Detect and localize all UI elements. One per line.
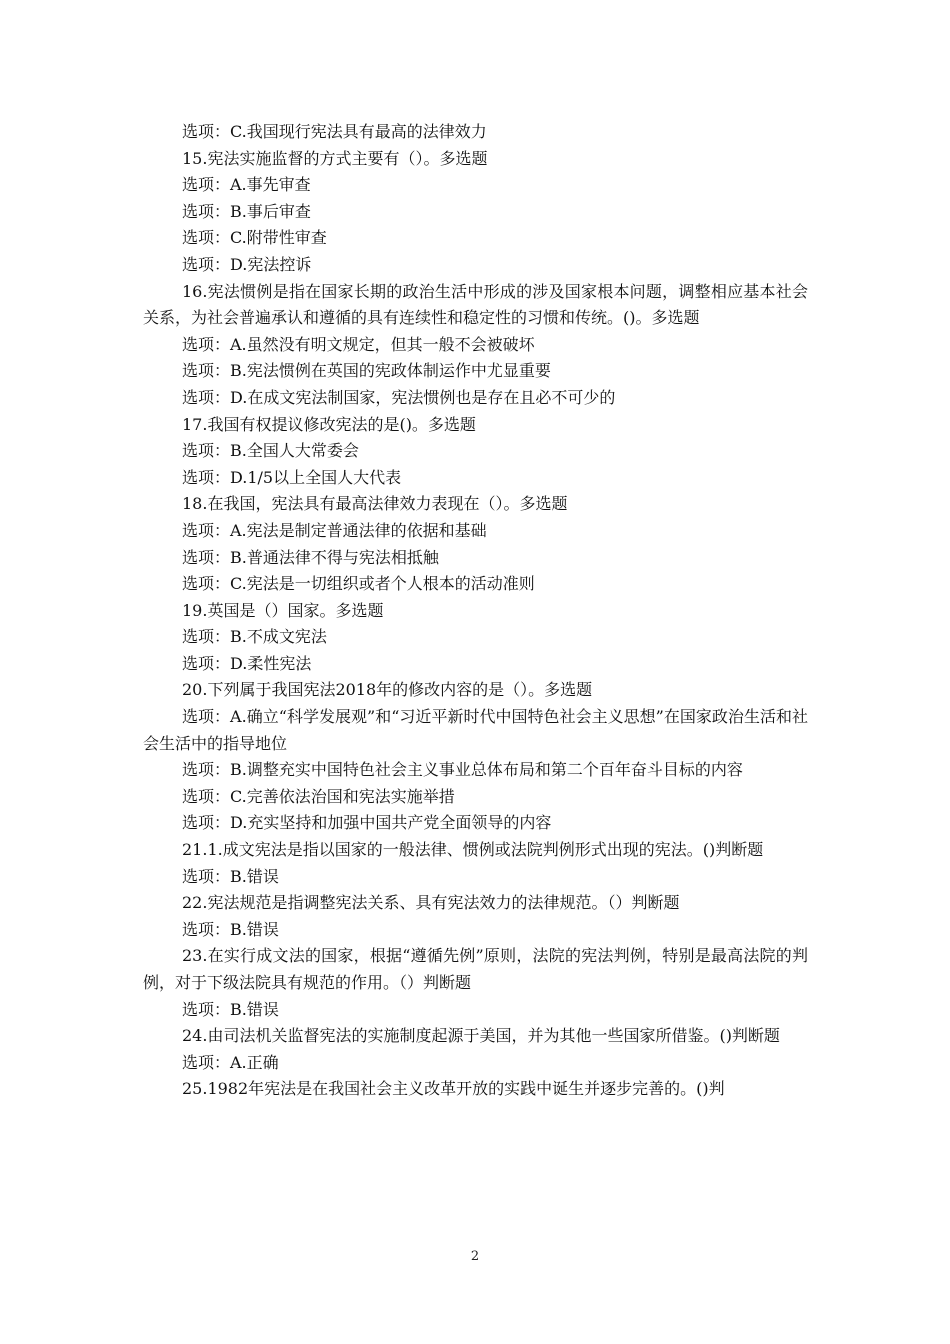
text-line: 23.在实行成文法的国家，根据“遵循先例”原则，法院的宪法判例，特别是最高法院的判例，对于下级法院具有规范的作用。（）判断题	[143, 946, 808, 992]
text-line: 选项：B.宪法惯例在英国的宪政体制运作中尤显重要	[182, 361, 551, 381]
text-line: 21.1.成文宪法是指以国家的一般法律、惯例或法院判例形式出现的宪法。()判断题	[182, 840, 764, 860]
text-line: 选项：B.调整充实中国特色社会主义事业总体布局和第二个百年奋斗目标的内容	[182, 760, 743, 780]
text-line: 选项：C.我国现行宪法具有最高的法律效力	[182, 122, 487, 141]
text-line: 选项：B.不成文宪法	[182, 627, 327, 647]
text-line: 选项：B.事后审查	[182, 201, 311, 221]
text-line: 选项：B.错误	[182, 866, 279, 886]
text-line: 选项：A.虽然没有明文规定，但其一般不会被破坏	[182, 334, 535, 354]
text-line: 选项：D.柔性宪法	[182, 653, 312, 673]
text-line: 选项：B.普通法律不得与宪法相抵触	[182, 547, 439, 567]
text-line: 选项：D.充实坚持和加强中国共产党全面领导的内容	[182, 813, 552, 833]
text-line: 19.英国是（）国家。多选题	[182, 600, 384, 620]
text-line: 15.宪法实施监督的方式主要有（）。多选题	[182, 148, 488, 168]
text-line: 选项：B.全国人大常委会	[182, 441, 359, 461]
text-line: 选项：C.宪法是一切组织或者个人根本的活动准则	[182, 574, 535, 594]
text-line: 选项：D.在成文宪法制国家，宪法惯例也是存在且必不可少的	[182, 387, 616, 407]
text-line: 24.由司法机关监督宪法的实施制度起源于美国，并为其他一些国家所借鉴。()判断题	[182, 1026, 780, 1046]
text-line: 18.在我国，宪法具有最高法律效力表现在（）。多选题	[182, 494, 568, 514]
text-line: 22.宪法规范是指调整宪法关系、具有宪法效力的法律规范。（）判断题	[182, 893, 680, 913]
text-line: 选项：B.错误	[182, 919, 279, 939]
text-line: 20.下列属于我国宪法2018年的修改内容的是（）。多选题	[182, 680, 593, 700]
text-line: 选项：D.1/5以上全国人大代表	[182, 467, 402, 487]
text-line: 选项：A.事先审查	[182, 175, 311, 195]
text-line: 选项：A.确立“科学发展观”和“习近平新时代中国特色社会主义思想”在国家政治生活和社会生活中的指导地位	[143, 707, 808, 753]
text-line: 选项：C.完善依法治国和宪法实施举措	[182, 786, 455, 806]
text-line: 选项：D.宪法控诉	[182, 254, 312, 274]
text-line: 25.1982年宪法是在我国社会主义改革开放的实践中诞生并逐步完善的。()判	[182, 1079, 725, 1099]
text-line: 17.我国有权提议修改宪法的是()。多选题	[182, 414, 476, 434]
text-line: 选项：A.宪法是制定普通法律的依据和基础	[182, 520, 487, 540]
text-line: 选项：B.错误	[182, 999, 279, 1019]
document-body	[143, 119, 808, 1103]
text-line: 16.宪法惯例是指在国家长期的政治生活中形成的涉及国家根本问题，调整相应基本社会关系，为社会普遍承认和遵循的具有连续性和稳定性的习惯和传统。()。多选题	[143, 281, 808, 328]
page-number: 2	[470, 1249, 480, 1264]
text-line: 选项：A.正确	[182, 1052, 279, 1072]
text-line: 选项：C.附带性审查	[182, 228, 327, 248]
